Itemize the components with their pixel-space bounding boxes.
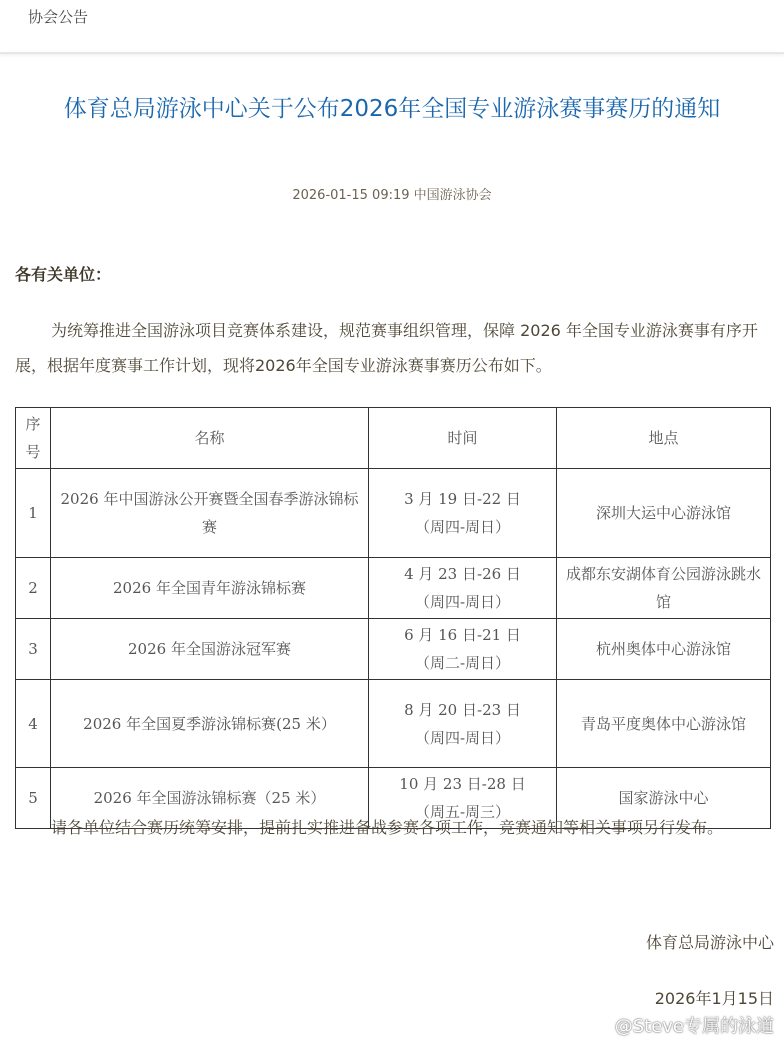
cell-no: 2 <box>16 558 51 619</box>
weekday-range: （周四-周日） <box>414 728 511 747</box>
intro-paragraph: 为统筹推进全国游泳项目竞赛体系建设，规范赛事组织管理，保障 2026 年全国专业游泳赛事有序开展，根据年度赛事工作计划，现将2026年全国专业游泳赛事赛历公布如下。 <box>15 321 758 375</box>
signature: 体育总局游泳中心 <box>645 933 774 952</box>
date-range: 4 月 23 日-26 日 <box>404 565 521 583</box>
watermark: @Steve专属的泳道 <box>614 1016 774 1037</box>
cell-venue: 青岛平度奥体中心游泳馆 <box>557 680 771 768</box>
cell-name: 2026 年全国游泳锦标赛（25 米） <box>51 768 369 829</box>
cell-no: 3 <box>16 619 51 680</box>
table-row <box>16 469 771 558</box>
cell-time <box>369 469 557 558</box>
cell-name: 2026 年全国游泳冠军赛 <box>51 619 369 680</box>
table-row <box>16 619 771 680</box>
cell-venue: 成都东安湖体育公园游泳跳水馆 <box>557 558 771 619</box>
section-label[interactable]: 协会公告 <box>28 8 89 26</box>
header-venue: 地点 <box>557 408 771 469</box>
cell-name: 2026 年全国青年游泳锦标赛 <box>51 558 369 619</box>
table-row <box>16 680 771 768</box>
table-row <box>16 558 771 619</box>
header-time: 时间 <box>369 408 557 469</box>
cell-time <box>369 558 557 619</box>
header-name: 名称 <box>51 408 369 469</box>
closing-paragraph: 请各单位结合赛历统筹安排，提前扎实推进备战参赛各项工作，竞赛通知等相关事项另行发布。 <box>51 818 724 837</box>
cell-no: 5 <box>16 768 51 829</box>
salutation: 各有关单位： <box>15 265 112 284</box>
cell-no: 4 <box>16 680 51 768</box>
weekday-range: （周四-周日） <box>414 518 511 536</box>
cell-time <box>369 680 557 768</box>
cell-venue: 深圳大运中心游泳馆 <box>557 469 771 558</box>
date-range: 10 月 23 日-28 日 <box>399 775 526 793</box>
date-range: 3 月 19 日-22 日 <box>404 490 521 508</box>
weekday-range: （周二-周日） <box>414 654 511 672</box>
cell-venue: 杭州奥体中心游泳馆 <box>557 619 771 680</box>
date-range: 8 月 20 日-23 日 <box>404 700 521 719</box>
cell-name: 2026 年全国夏季游泳锦标赛(25 米） <box>51 680 369 768</box>
signature-date: 2026年1月15日 <box>654 989 774 1008</box>
header-no: 序号 <box>16 408 51 469</box>
article-meta: 2026-01-15 09:19 中国游泳协会 <box>292 188 492 203</box>
cell-no: 1 <box>16 469 51 558</box>
weekday-range: （周五-周三） <box>414 803 511 821</box>
schedule-table <box>15 407 771 829</box>
cell-venue: 国家游泳中心 <box>557 768 771 829</box>
cell-name: 2026 年中国游泳公开赛暨全国春季游泳锦标赛 <box>51 469 369 558</box>
date-range: 6 月 16 日-21 日 <box>404 626 521 644</box>
cell-time <box>369 619 557 680</box>
weekday-range: （周四-周日） <box>414 593 511 611</box>
article-title: 体育总局游泳中心关于公布2026年全国专业游泳赛事赛历的通知 <box>63 96 721 122</box>
top-bar <box>0 0 784 54</box>
